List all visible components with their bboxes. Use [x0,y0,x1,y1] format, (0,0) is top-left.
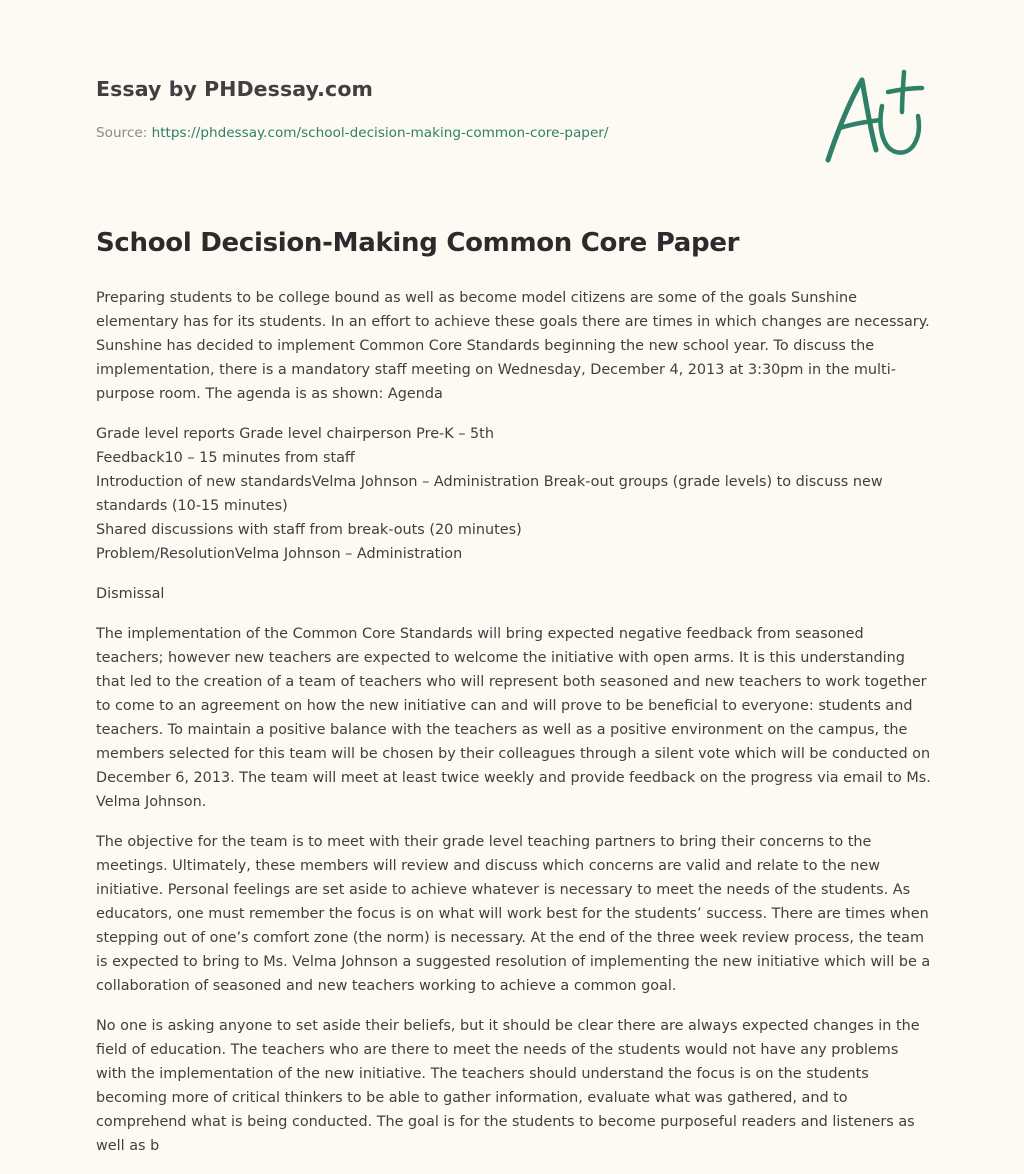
source-link[interactable]: https://phdessay.com/school-decision-making-common-core-paper/ [151,125,609,141]
page-header [96,0,932,190]
essay-body [96,286,932,1174]
paragraph: The implementation of the Common Core Standards will bring expected negative feedback from seasoned teachers; however new teachers are expected to welcome the initiative with open arms. It is this understanding that led to the creation of a team of teachers who will represent both seasoned and new teachers to work together to come to an agreement on how the new initiative can and will prove to be beneficial to everyone: students and teachers. To maintain a positive balance with the teachers as well as a positive environment on the campus, the members selected for this team will be chosen by their colleagues through a silent vote which will be conducted on December 6, 2013. The team will meet at least twice weekly and provide feedback on the progress via email to Ms. Velma Johnson. [96,626,931,810]
agenda-item: Feedback10 – 15 minutes from staff [96,450,355,466]
agenda-list [96,422,932,566]
paragraph: No one is asking anyone to set aside their beliefs, but it should be clear there are always expected changes in the field of education. The teachers who are there to meet the needs of the students would not have any problems with the implementation of the new initiative. The teachers should understand the focus is on the students becoming more of critical thinkers to be able to gather information, evaluate what was gathered, and to comprehend what is being conducted. The goal is for the students to become purposeful readers and listeners as well as b [96,1018,920,1154]
paragraph: Preparing students to be college bound as well as become model citizens are some of the goals Sunshine elementary has for its students. In an effort to achieve these goals there are times in which changes are necessary. Sunshine has decided to implement Common Core Standards beginning the new school year. To discuss the implementation, there is a mandatory staff meeting on Wednesday, December 4, 2013 at 3:30pm in the multi-purpose room. The agenda is as shown: Agenda [96,290,930,402]
source-label: Source: [96,125,152,141]
source-line [96,125,608,141]
agenda-item: Grade level reports Grade level chairperson Pre-K – 5th [96,426,494,442]
essay-title: School Decision-Making Common Core Paper [96,228,740,258]
agenda-item: Introduction of new standardsVelma Johnson – Administration Break-out groups (grade levels) to discuss new standards (10-15 minutes) [96,474,883,514]
agenda-item: Problem/ResolutionVelma Johnson – Administration [96,546,463,562]
a-plus-logo-icon [818,66,928,166]
dismissal-line: Dismissal [96,586,165,602]
site-title: Essay by PHDessay.com [96,77,373,101]
paragraph: The objective for the team is to meet with their grade level teaching partners to bring their concerns to the meetings. Ultimately, these members will review and discuss which concerns are valid and relate to the new initiative. Personal feelings are set aside to achieve whatever is necessary to meet the needs of the students. As educators, one must remember the focus is on what will work best for the students’ success. There are times when stepping out of one’s comfort zone (the norm) is necessary. At the end of the three week review process, the team is expected to bring to Ms. Velma Johnson a suggested resolution of implementing the new initiative which will be a collaboration of seasoned and new teachers working to achieve a common goal. [96,834,931,994]
agenda-item: Shared discussions with staff from break-outs (20 minutes) [96,522,522,538]
essay-page [96,0,932,1154]
